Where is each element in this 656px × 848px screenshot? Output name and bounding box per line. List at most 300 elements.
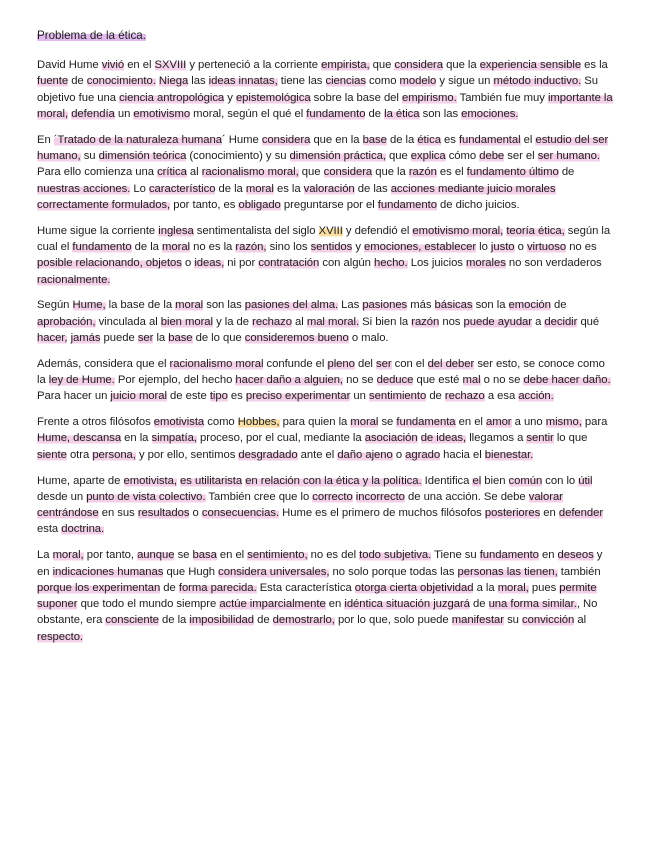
text-run: en el — [216, 549, 248, 562]
text-run: ´ Hume — [221, 133, 262, 146]
highlighted-text: preciso experimentar — [245, 390, 351, 403]
highlighted-text: debe hacer daño. — [523, 374, 611, 387]
highlighted-text: mal moral. — [306, 315, 360, 328]
highlighted-text: moral — [175, 299, 204, 312]
text-run: Hume es el — [279, 507, 342, 520]
highlighted-text: sentimiento, — [247, 549, 308, 562]
highlighted-text: manifestar — [451, 614, 504, 627]
highlighted-text: ser — [375, 357, 392, 370]
paragraph — [37, 57, 616, 122]
text-run: Para ello comienza una — [37, 166, 158, 179]
text-run: es la — [581, 59, 608, 71]
highlighted-text: mal — [462, 374, 481, 387]
text-run: en — [538, 549, 558, 562]
highlighted-text: razón — [408, 166, 437, 179]
highlighted-text: ser — [137, 331, 154, 344]
highlighted-text: hecho. — [374, 257, 408, 270]
text-run: que la — [443, 59, 480, 71]
text-run: Lo — [130, 182, 149, 195]
highlighted-text: empirismo. — [401, 91, 457, 104]
text-run: o malo. — [348, 331, 389, 344]
highlighted-text: acciones mediante juicio morales correctamente formulados, — [37, 182, 556, 211]
highlighted-text: morales — [466, 257, 506, 270]
highlighted-text: el — [472, 474, 482, 487]
text-run: a la — [473, 581, 498, 594]
text-run: Por ejemplo, del hecho — [114, 374, 236, 387]
text-run: qué — [577, 315, 600, 328]
text-run: Su objetivo fue una — [37, 75, 598, 104]
highlighted-text: teoría ética, — [506, 224, 565, 237]
text-run: de la — [386, 133, 418, 146]
highlighted-text: justo — [490, 240, 515, 253]
paragraph — [37, 297, 616, 346]
highlighted-text: sentidos — [310, 240, 353, 253]
highlighted-text: debe — [479, 149, 505, 162]
highlighted-text: conocimiento. — [86, 75, 156, 88]
text-run: no es la — [190, 240, 236, 253]
text-run: de la — [215, 182, 246, 195]
text-run: un — [114, 107, 134, 120]
highlighted-text: emotivista — [153, 416, 205, 429]
highlighted-text: otorga cierta objetividad — [354, 581, 474, 594]
highlighted-text: razón, — [235, 240, 267, 253]
highlighted-text: útil — [578, 474, 593, 487]
highlighted-text: rechazo — [252, 315, 292, 328]
text-run: tanto, es — [192, 198, 239, 211]
highlighted-text: fundamental — [458, 133, 521, 146]
highlighted-text: empirista, — [321, 59, 370, 71]
text-run: o — [392, 448, 406, 461]
text-run: en el — [455, 416, 486, 429]
highlighted-text: valoración — [303, 182, 355, 195]
text-run: del — [354, 357, 376, 370]
highlighted-text: emociones. — [461, 107, 519, 120]
highlighted-text: ética — [417, 133, 441, 146]
text-run: Además, considera que el — [37, 357, 170, 370]
text-run: era — [86, 614, 106, 627]
highlighted-text: personas las tienen, — [457, 565, 558, 578]
highlighted-text: centrándose — [37, 507, 99, 520]
highlighted-text: tipo — [209, 390, 228, 403]
text-run: no solo — [329, 565, 372, 578]
highlighted-text: emociones, establecer — [364, 240, 477, 253]
text-run: que — [385, 149, 411, 162]
highlighted-text: fundamento — [72, 240, 132, 253]
text-run: en — [325, 598, 345, 611]
text-run: con lo — [542, 474, 579, 487]
text-run: que todo el mundo — [77, 598, 177, 611]
highlighted-text: basa — [192, 549, 217, 562]
text-run: de — [404, 490, 424, 503]
highlighted-text: es utilitarista — [180, 474, 243, 487]
text-run: de — [68, 75, 87, 88]
text-run: porque todas las — [371, 565, 458, 578]
text-run: por tanto, — [83, 549, 138, 562]
highlighted-text: crítica — [157, 166, 187, 179]
highlighted-text: correcto — [312, 490, 353, 503]
highlighted-text: en relación con la ética y la política. — [245, 474, 422, 487]
text-run: tiene las — [277, 75, 326, 88]
text-run: pues — [528, 581, 560, 594]
highlighted-text: pasiones del alma. — [244, 299, 339, 312]
highlighted-text: SXVIII — [154, 59, 187, 71]
highlighted-text: método inductivo. — [493, 75, 582, 88]
highlighted-text: forma parecida. — [178, 581, 257, 594]
highlighted-text: considera universales, — [218, 565, 330, 578]
text-run: lo — [476, 240, 491, 253]
text-run: en sus — [98, 507, 138, 520]
text-run: Si bien la — [359, 315, 412, 328]
text-run: y perteneció a la corriente — [186, 59, 322, 71]
text-run: lo que — [553, 432, 588, 445]
highlighted-text: una forma similar. — [488, 598, 577, 611]
text-run: bien — [481, 474, 509, 487]
highlighted-text: sentir — [526, 432, 554, 445]
highlighted-text: posteriores — [484, 507, 541, 520]
highlighted-text: sentimiento — [369, 390, 427, 403]
text-run: el — [520, 133, 536, 146]
highlighted-text: fundamento — [306, 107, 366, 120]
highlighted-text: agrado — [405, 448, 441, 461]
highlighted-text: moral, — [497, 581, 529, 594]
text-run: Identifica — [421, 474, 473, 487]
text-run: que en la — [310, 133, 363, 146]
text-run: que Hugh — [163, 565, 219, 578]
highlighted-text: racionalismo moral — [169, 357, 264, 370]
text-run: la — [153, 331, 169, 344]
highlighted-text: racionalmente. — [37, 273, 111, 286]
highlighted-text: moral — [162, 240, 191, 253]
text-run: o — [181, 257, 195, 270]
highlighted-text: mismo, — [545, 416, 582, 429]
highlighted-text: moral — [245, 182, 274, 195]
text-run: sobre la base del — [310, 91, 402, 104]
highlighted-text: considera — [394, 59, 444, 71]
text-run: de — [254, 614, 273, 627]
text-run: a — [532, 315, 545, 328]
text-run: que — [298, 166, 324, 179]
text-run: de las — [354, 182, 391, 195]
text-run: ante el — [297, 448, 338, 461]
text-run: más — [407, 299, 435, 312]
highlighted-text: consecuencias. — [201, 507, 280, 520]
text-run: con el — [391, 357, 428, 370]
highlighted-text: punto de vista colectivo. — [86, 490, 206, 503]
text-run: no son verdaderos — [505, 257, 602, 270]
text-run: Hume, aparte de — [37, 474, 124, 487]
highlighted-text: defendía — [71, 107, 115, 120]
document-title-text: Problema de la ética. — [37, 29, 146, 42]
text-run: esta — [37, 523, 62, 536]
text-run: otra — [66, 448, 93, 461]
highlighted-text: modelo — [399, 75, 437, 88]
text-run: de la — [158, 614, 190, 627]
text-run: en la — [121, 432, 152, 445]
text-run: característica — [285, 581, 355, 594]
text-run: sino los — [266, 240, 311, 253]
highlighted-text: respecto. — [37, 630, 84, 643]
highlighted-text: básicas — [434, 299, 473, 312]
highlighted-text: pasiones — [362, 299, 408, 312]
text-run: con algún — [319, 257, 374, 270]
highlighted-text: daño ajeno — [337, 448, 393, 461]
text-run: en el — [124, 59, 155, 71]
text-run: no es del — [307, 549, 360, 562]
text-run: se — [378, 416, 397, 429]
text-run: y la de — [213, 315, 253, 328]
text-run: la base de la — [105, 299, 176, 312]
highlighted-text: Hume, descansa — [37, 432, 122, 445]
highlighted-text: obligado — [238, 198, 281, 211]
highlighted-text: ciencia antropológica — [119, 91, 225, 104]
text-run: Tiene su — [431, 549, 480, 562]
text-run: Los juicios — [407, 257, 466, 270]
text-run: para — [581, 416, 608, 429]
text-run: desde un — [37, 490, 87, 503]
highlighted-text: dimensión teórica — [98, 149, 187, 162]
highlighted-text: fundamento — [479, 549, 539, 562]
highlighted-text: convicción — [522, 614, 575, 627]
text-run: es — [440, 133, 459, 146]
text-run: o — [189, 507, 202, 520]
highlighted-text: emotivismo moral, — [412, 224, 504, 237]
paragraph — [37, 473, 616, 538]
highlighted-text: idéntica situación juzgará — [344, 598, 470, 611]
highlighted-text: fundamento — [377, 198, 437, 211]
text-run: David Hume — [37, 59, 102, 71]
highlighted-text: permite suponer — [37, 581, 597, 611]
highlighted-text: moral — [350, 416, 379, 429]
text-run: de la — [131, 240, 163, 253]
text-run: de — [426, 390, 445, 403]
highlighted-text: aunque — [137, 549, 175, 562]
text-run: que — [369, 59, 395, 71]
text-run: proceso, por el cual, mediante la — [196, 432, 365, 445]
text-run: y defendió el — [342, 224, 413, 237]
text-run: de — [558, 166, 575, 179]
text-run: Para hacer un — [37, 390, 111, 403]
text-run: siempre — [176, 598, 220, 611]
text-run: es el — [436, 166, 467, 179]
highlighted-text: ideas, — [194, 257, 225, 270]
highlighted-text: experiencia sensible — [479, 59, 582, 71]
highlighted-text: emotivista, — [123, 474, 177, 487]
text-run: preguntarse por el — [280, 198, 378, 211]
text-run: es la — [273, 182, 304, 195]
highlighted-text: asociación — [364, 432, 418, 445]
text-run: al — [574, 614, 587, 627]
highlighted-text-yellow: Hobbes, — [237, 416, 280, 429]
text-run: por — [170, 198, 193, 211]
text-run: y por ello, sentimos — [135, 448, 239, 461]
highlighted-text: amor — [485, 416, 512, 429]
highlighted-text: emotivismo — [133, 107, 191, 120]
text-run: a esa — [484, 390, 519, 403]
highlighted-text: considera — [261, 133, 311, 146]
highlighted-text: emoción — [508, 299, 551, 312]
text-run: Esta — [256, 581, 286, 594]
highlighted-text: moral, — [52, 549, 84, 562]
highlighted-text: persona, — [92, 448, 136, 461]
highlighted-text: de ideas, — [420, 432, 467, 445]
document-body — [37, 57, 616, 645]
text-run: no se — [343, 374, 377, 387]
highlighted-text: consideremos bueno — [244, 331, 349, 344]
highlighted-text: la ética — [384, 107, 420, 120]
highlighted-text: fuente — [37, 75, 69, 88]
text-run: nos — [439, 315, 464, 328]
text-run: su — [504, 614, 523, 627]
text-run: para quien la — [279, 416, 351, 429]
text-run: llegamos a — [466, 432, 527, 445]
highlighted-text: nuestras acciones. — [37, 182, 131, 195]
text-run: También cree que lo — [205, 490, 313, 503]
highlighted-text: hacer daño a alguien, — [235, 374, 344, 387]
highlighted-text: siente — [37, 448, 67, 461]
text-run: y — [224, 91, 236, 104]
highlighted-text: juicio moral — [110, 390, 167, 403]
text-run: Según — [37, 299, 73, 312]
highlighted-text: jamás — [70, 331, 101, 344]
highlighted-text: ´Tratado de la naturaleza humana — [53, 133, 222, 146]
highlighted-text: explica — [410, 149, 446, 162]
text-run: un — [350, 390, 369, 403]
highlighted-text: puede ayudar — [463, 315, 532, 328]
text-run: al — [186, 166, 202, 179]
paragraph — [37, 132, 616, 213]
text-run: no es — [566, 240, 597, 253]
text-run: ser el — [504, 149, 538, 162]
highlighted-text: ideas innatas, — [208, 75, 278, 88]
text-run: son la — [472, 299, 509, 312]
highlighted-text: defender — [558, 507, 604, 520]
text-run: una acción. Se debe — [423, 490, 529, 503]
highlighted-text: virtuoso — [526, 240, 567, 253]
highlighted-text: pleno — [327, 357, 355, 370]
highlighted-text: consciente — [105, 614, 159, 627]
highlighted-text: imposibilidad — [189, 614, 255, 627]
text-run: sentimentalista del siglo — [193, 224, 319, 237]
text-run: Las — [338, 299, 363, 312]
highlighted-text: racionalismo moral, — [201, 166, 299, 179]
highlighted-text: acción. — [518, 390, 554, 403]
text-run: vinculada al — [95, 315, 161, 328]
highlighted-text: ley de Hume. — [48, 374, 115, 387]
highlighted-text: base — [168, 331, 193, 344]
highlighted-text: todo subjetiva. — [359, 549, 432, 562]
text-run: Frente a otros filósofos — [37, 416, 154, 429]
text-run: son las — [203, 299, 245, 312]
text-run: puede — [100, 331, 138, 344]
text-run: de — [550, 299, 567, 312]
text-run: de este — [166, 390, 210, 403]
text-run: también — [557, 565, 601, 578]
text-run: de — [160, 581, 179, 594]
text-run: La — [37, 549, 53, 562]
highlighted-text: característico — [148, 182, 216, 195]
text-run: de dicho juicios. — [436, 198, 520, 211]
text-run: moral, según el qué el — [190, 107, 307, 120]
text-run: al — [291, 315, 307, 328]
text-run: y sigue un — [436, 75, 494, 88]
text-run: se — [174, 549, 193, 562]
highlighted-text: inglesa — [158, 224, 194, 237]
text-run: y — [352, 240, 365, 253]
text-run: que esté — [413, 374, 463, 387]
highlighted-text: estudio del ser humano, — [37, 133, 609, 162]
highlighted-text: posible relacionando, objetos — [37, 257, 182, 270]
highlighted-text: importante la moral, — [37, 91, 613, 120]
highlighted-text: desgradado — [238, 448, 298, 461]
highlighted-text: doctrina. — [61, 523, 105, 536]
highlighted-text: resultados — [137, 507, 190, 520]
text-run: en — [540, 507, 559, 520]
text-run: ser — [474, 357, 496, 370]
text-run: son las — [419, 107, 462, 120]
text-run: En — [37, 133, 54, 146]
highlighted-text: deduce — [376, 374, 414, 387]
text-run: su — [80, 149, 99, 162]
text-run: a uno — [511, 416, 546, 429]
paragraph — [37, 356, 616, 405]
highlighted-text: rechazo — [444, 390, 485, 403]
text-run: de lo que — [192, 331, 245, 344]
text-run: como — [365, 75, 400, 88]
highlighted-text: indicaciones humanas — [52, 565, 164, 578]
highlighted-text: valorar — [528, 490, 563, 503]
paragraph — [37, 223, 616, 288]
highlighted-text: considera — [323, 166, 373, 179]
highlighted-text: fundamenta — [396, 416, 456, 429]
text-run: cómo — [445, 149, 480, 162]
highlighted-text: del deber — [427, 357, 475, 370]
highlighted-text: bienestar. — [484, 448, 534, 461]
highlighted-text: simpatía, — [151, 432, 197, 445]
highlighted-text: razón — [411, 315, 440, 328]
document-title — [37, 28, 616, 43]
text-run: hacia el — [440, 448, 485, 461]
text-run: de — [365, 107, 385, 120]
text-run: esto, se conoce como la — [37, 357, 605, 387]
text-run: o — [514, 240, 527, 253]
text-run: confunde el — [263, 357, 328, 370]
text-run: como — [204, 416, 238, 429]
text-run: y en — [37, 549, 603, 578]
highlighted-text: porque los experimentan — [37, 581, 161, 594]
highlighted-text: Hume, — [72, 299, 106, 312]
highlighted-text: ser humano. — [537, 149, 600, 162]
highlighted-text: demostrarlo, — [272, 614, 335, 627]
highlighted-text: actúe imparcialmente — [219, 598, 326, 611]
highlighted-text: epistemológica — [235, 91, 311, 104]
highlighted-text: contratación — [258, 257, 320, 270]
text-run: , No obstante, — [37, 598, 598, 627]
highlighted-text: hacer, — [37, 331, 68, 344]
text-run: según la cual el — [37, 224, 611, 253]
highlighted-text: Niega — [158, 75, 189, 88]
text-run: de — [469, 598, 489, 611]
text-run: es — [227, 390, 246, 403]
text-run: Hume sigue la corriente — [37, 224, 159, 237]
highlighted-text: bien moral — [160, 315, 213, 328]
text-run: ni por — [224, 257, 259, 270]
highlighted-text: deseos — [557, 549, 594, 562]
highlighted-text: dimensión práctica, — [289, 149, 386, 162]
text-run: primero de muchos filósofos — [341, 507, 485, 520]
text-run: o no se — [480, 374, 524, 387]
highlighted-text: ciencias — [325, 75, 366, 88]
highlighted-text: vivió — [101, 59, 125, 71]
